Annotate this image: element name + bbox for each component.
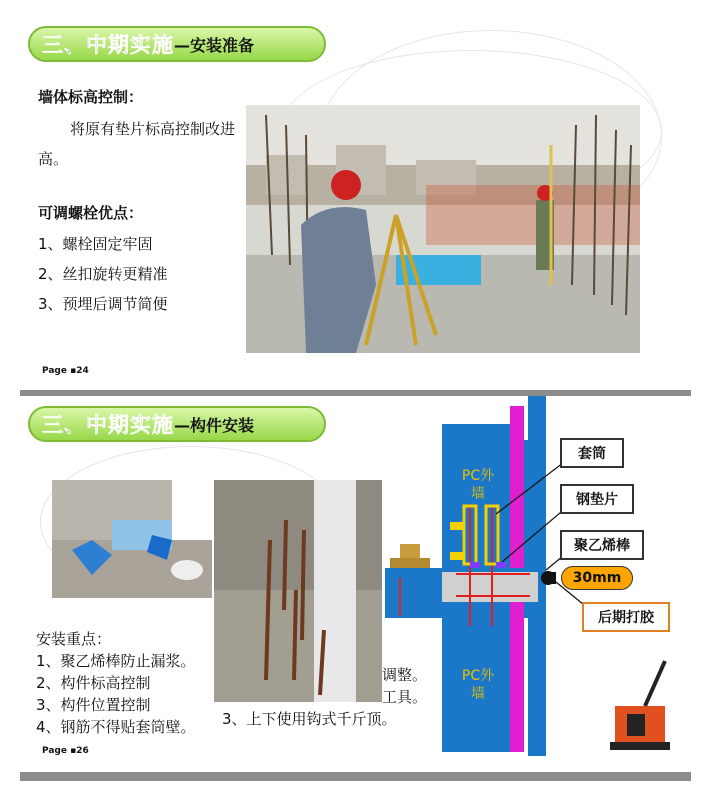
- callout-rod: 聚乙烯棒: [560, 530, 644, 560]
- slide-component-install: [20, 396, 691, 784]
- title-main: 三、中期实施: [42, 412, 174, 437]
- wall-label-upper: 墙: [471, 486, 485, 502]
- advantages-heading: 可调螺栓优点：: [38, 204, 144, 222]
- slide-title: [28, 406, 326, 442]
- slide-install-prep: [20, 10, 691, 382]
- section-heading: 墙体标高控制：: [38, 88, 144, 106]
- advantage-item: 1、螺栓固定牢固: [38, 235, 153, 253]
- jack-icon: [605, 656, 675, 756]
- rebar-photo: [214, 480, 382, 702]
- page-number: Page ▪24: [42, 366, 89, 376]
- partial-line: 调整。: [382, 666, 428, 684]
- bottom-bar: [20, 772, 691, 781]
- advantage-item: 2、丝扣旋转更精准: [38, 265, 168, 283]
- key-points-heading: 安装重点：: [36, 630, 112, 648]
- title-sub: —安装准备: [174, 35, 255, 55]
- key-point-item: 4、钢筋不得贴套筒壁。: [36, 718, 196, 736]
- paragraph-line: 将原有垫片标高控制改进: [70, 120, 236, 138]
- callout-later-glue: 后期打胶: [582, 602, 670, 632]
- survey-photo: [246, 105, 640, 353]
- key-point-item: 3、构件位置控制: [36, 696, 151, 714]
- title-main: 三、中期实施: [42, 32, 174, 57]
- page-number: Page ▪26: [42, 746, 89, 756]
- wall-label-lower: 墙: [471, 686, 485, 702]
- callout-shim: 钢垫片: [560, 484, 634, 514]
- wall-label-upper: PC外: [461, 468, 495, 484]
- paragraph-line: 高。: [38, 150, 69, 168]
- key-point-item: 2、构件标高控制: [36, 674, 151, 692]
- gap-label: 30mm: [561, 566, 633, 590]
- advantage-item: 3、预埋后调节简便: [38, 295, 168, 313]
- key-point-item: 1、聚乙烯棒防止漏浆。: [36, 652, 196, 670]
- partial-line: 工具。: [382, 688, 428, 706]
- title-sub: —构件安装: [174, 415, 255, 435]
- wall-label-lower: PC外: [461, 668, 495, 684]
- slide-title: [28, 26, 326, 62]
- partial-line: 3、上下使用钩式千斤顶。: [222, 710, 397, 728]
- callout-sleeve: 套筒: [560, 438, 624, 468]
- rod-placement-photo: [52, 480, 212, 598]
